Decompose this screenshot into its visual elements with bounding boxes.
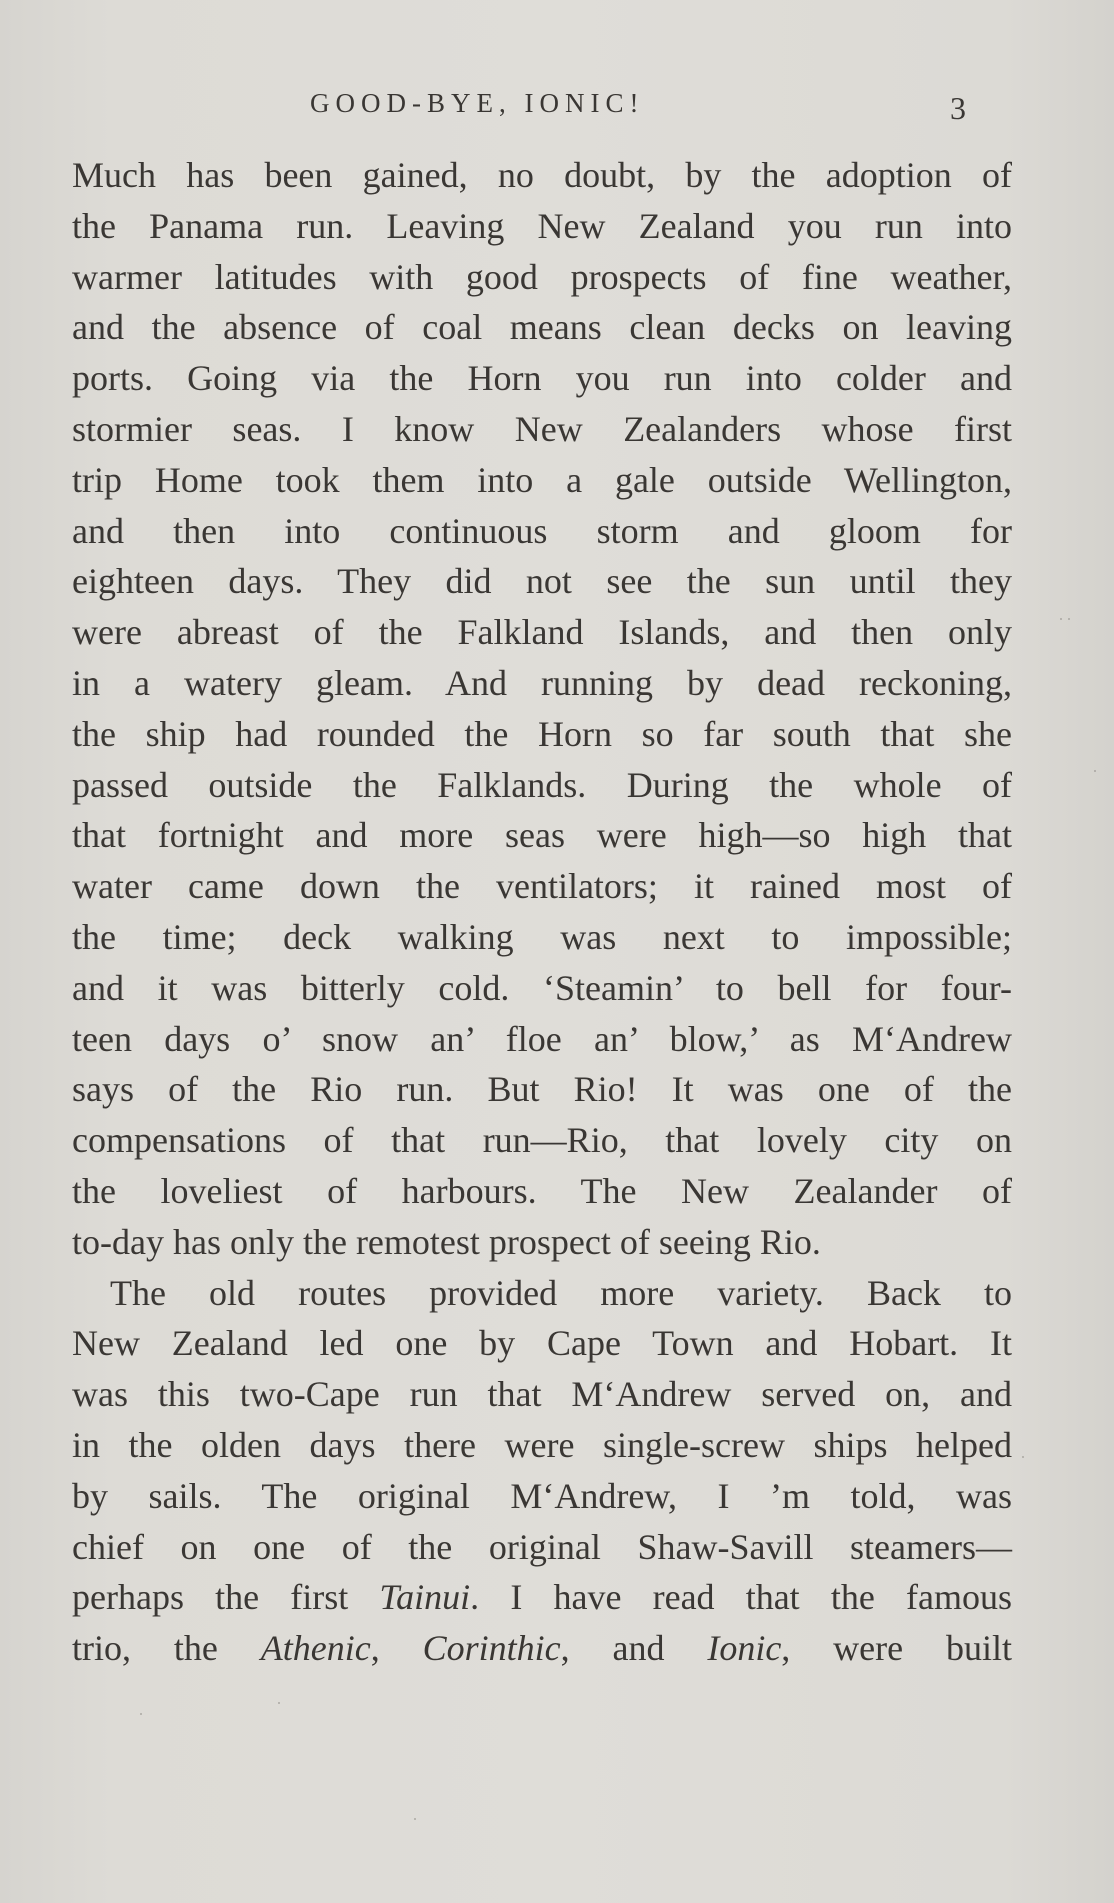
text-line xyxy=(72,912,1012,963)
text-run: trip Home took them into a gale outside Wellington, xyxy=(72,459,1012,500)
text-line xyxy=(72,1014,1012,1065)
italic-ship-name: Tainui xyxy=(379,1577,471,1618)
text-line xyxy=(72,1420,1012,1471)
text-run: teen days o’ snow an’ floe an’ blow,’ as M‘Andrew xyxy=(72,1018,1012,1059)
text-run: The old routes provided more variety. Back to xyxy=(110,1272,1012,1313)
text-line xyxy=(72,1217,1012,1268)
paper-speck xyxy=(278,1702,280,1704)
text-run: , xyxy=(370,1628,423,1669)
text-run: trio, the xyxy=(72,1628,261,1669)
text-run: the ship had rounded the Horn so far south that she xyxy=(72,713,1012,754)
text-line xyxy=(72,1522,1012,1573)
paper-speck xyxy=(1094,770,1096,772)
text-line xyxy=(72,1623,1012,1674)
paper-speck xyxy=(1022,1456,1024,1458)
text-run: to-day has only the remotest prospect of seeing Rio. xyxy=(72,1221,821,1262)
running-head xyxy=(0,88,1114,128)
running-title: GOOD-BYE, IONIC! xyxy=(310,88,645,118)
text-run: compensations of that run—Rio, that lovely city on xyxy=(72,1120,1012,1161)
italic-ship-name: Ionic xyxy=(707,1628,782,1669)
text-line xyxy=(72,556,1012,607)
text-line xyxy=(72,455,1012,506)
text-run: by sails. The original M‘Andrew, I ’m told, was xyxy=(72,1475,1012,1516)
text-line xyxy=(72,201,1012,252)
text-line xyxy=(72,1572,1012,1623)
italic-ship-name: Corinthic xyxy=(422,1628,561,1669)
page-number: 3 xyxy=(950,90,966,126)
text-run: water came down the ventilators; it rained most of xyxy=(72,866,1012,907)
text-line xyxy=(72,1318,1012,1369)
text-line xyxy=(72,1064,1012,1115)
text-line xyxy=(72,760,1012,811)
text-run: Much has been gained, no doubt, by the adoption of xyxy=(72,155,1012,195)
text-run: New Zealand led one by Cape Town and Hobart. It xyxy=(72,1323,1012,1364)
text-line xyxy=(72,353,1012,404)
text-line xyxy=(72,963,1012,1014)
text-line xyxy=(72,506,1012,557)
text-line xyxy=(110,1268,1012,1319)
text-line xyxy=(72,810,1012,861)
text-line xyxy=(72,302,1012,353)
text-run: passed outside the Falklands. During the whole of xyxy=(72,764,1012,805)
paper-speck xyxy=(140,1713,142,1715)
text-run: chief on one of the original Shaw-Savill steamers— xyxy=(72,1526,1012,1567)
text-line xyxy=(72,1166,1012,1217)
text-run: ports. Going via the Horn you run into colder and xyxy=(72,358,1012,399)
text-run: , and xyxy=(560,1628,708,1669)
text-run: in the olden days there were single-screw ships helped xyxy=(72,1425,1012,1465)
text-run: that fortnight and more seas were high—so high that xyxy=(72,815,1012,856)
italic-ship-name: Athenic xyxy=(260,1628,371,1669)
text-run: the Panama run. Leaving New Zealand you run into xyxy=(72,205,1012,246)
text-run: the loveliest of harbours. The New Zealander of xyxy=(72,1171,1012,1211)
text-line xyxy=(72,1471,1012,1522)
text-line xyxy=(72,404,1012,455)
text-line xyxy=(72,1369,1012,1420)
paper-speck xyxy=(1068,618,1070,620)
text-run: warmer latitudes with good prospects of fine weather, xyxy=(72,256,1012,297)
text-run: were abreast of the Falkland Islands, and then only xyxy=(72,612,1012,653)
text-run: and then into continuous storm and gloom for xyxy=(72,510,1012,551)
text-line xyxy=(72,709,1012,760)
paper-speck xyxy=(1060,618,1062,620)
text-run: says of the Rio run. But Rio! It was one of the xyxy=(72,1069,1012,1110)
text-run: eighteen days. They did not see the sun until they xyxy=(72,561,1012,602)
text-run: in a watery gleam. And running by dead reckoning, xyxy=(72,663,1012,703)
text-line xyxy=(72,150,1012,201)
text-run: the time; deck walking was next to impossible; xyxy=(72,917,1012,957)
text-run: , were built xyxy=(781,1628,1013,1669)
text-run: stormier seas. I know New Zealanders whose first xyxy=(72,409,1012,449)
text-line xyxy=(72,252,1012,303)
text-run: and the absence of coal means clean decks on leaving xyxy=(72,307,1012,348)
text-run: perhaps the first xyxy=(72,1577,380,1618)
text-line xyxy=(72,1115,1012,1166)
paper-speck xyxy=(414,1818,416,1820)
text-run: and it was bitterly cold. ‘Steamin’ to bell for four- xyxy=(72,967,1012,1008)
text-line xyxy=(72,861,1012,912)
text-run: was this two-Cape run that M‘Andrew served on, and xyxy=(72,1374,1012,1415)
text-run: . I have read that the famous xyxy=(470,1577,1012,1618)
text-line xyxy=(72,607,1012,658)
text-line xyxy=(72,658,1012,709)
